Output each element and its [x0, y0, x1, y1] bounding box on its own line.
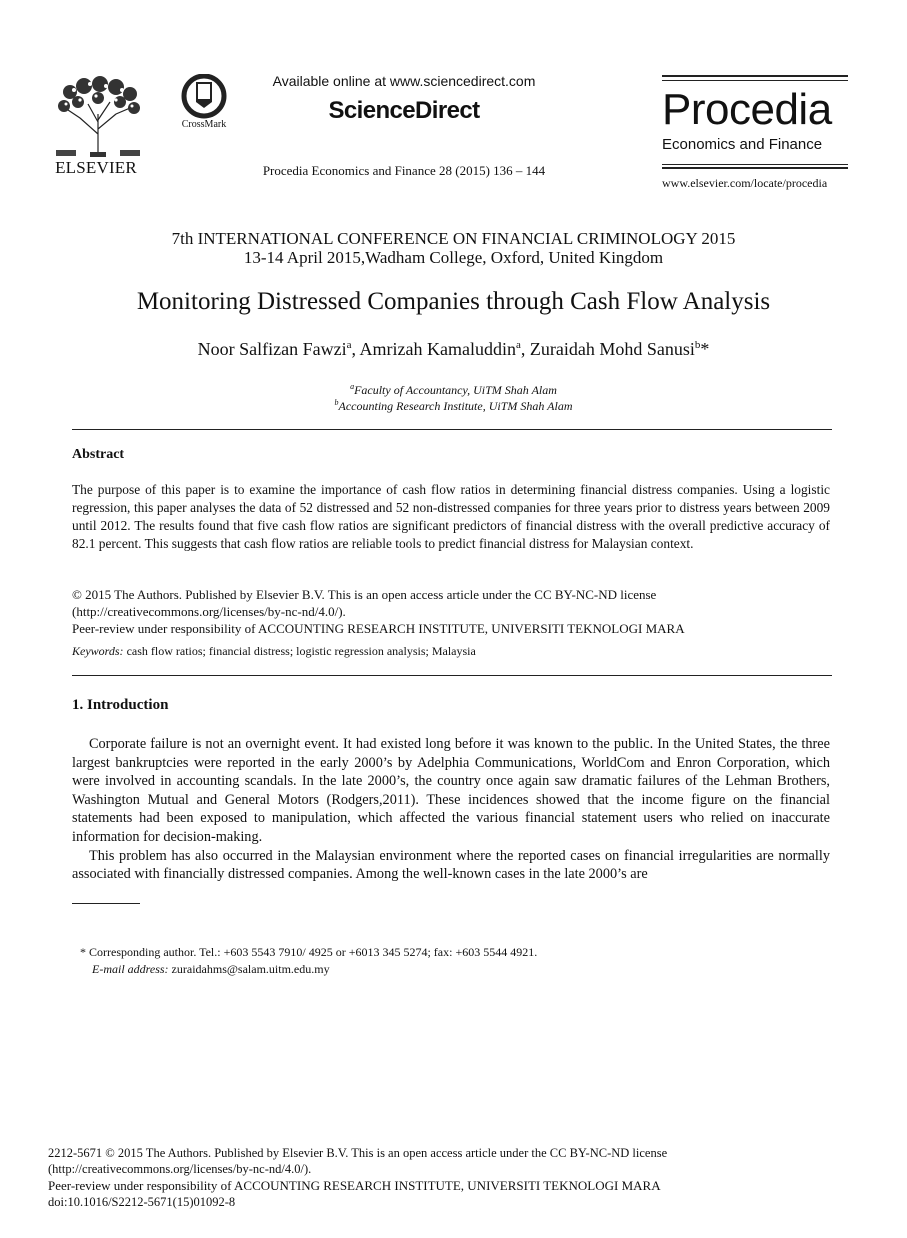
paragraph: This problem has also occurred in the Malaysian environment where the reported cases on financial irregularities are normally associated with financially distressed companies. Among the well-known cases in the late 2000’s are	[72, 847, 830, 883]
keywords	[72, 644, 832, 659]
abstract-heading: Abstract	[72, 447, 125, 462]
conference-date-venue: 13-14 April 2015,Wadham College, Oxford, United Kingdom	[243, 248, 664, 267]
author-name: Noor Salfizan Fawzi	[197, 339, 347, 359]
procedia-subtitle: Economics and Finance	[662, 136, 823, 153]
footer-peer-review: Peer-review under responsibility of ACCOUNTING RESEARCH INSTITUTE, UNIVERSITI TEKNOLOGI MARA	[48, 1178, 661, 1193]
corresponding-author-note: * Corresponding author. Tel.: +603 5543 7910/ 4925 or +6013 345 5274; fax: +603 5544 4921.	[80, 945, 538, 959]
author-name: Zuraidah Mohd Sanusi	[529, 339, 695, 359]
affiliation-text: Faculty of Accountancy, UiTM Shah Alam	[354, 383, 557, 397]
procedia-wordmark: Procedia	[662, 85, 832, 134]
introduction-body	[72, 735, 830, 884]
sciencedirect-wordmark: ScienceDirect	[328, 97, 480, 124]
elsevier-wordmark: ELSEVIER	[55, 158, 137, 177]
author-separator: ,	[351, 339, 360, 359]
procedia-rule	[662, 75, 848, 77]
footer-license-link[interactable]: (http://creativecommons.org/licenses/by-nc-nd/4.0/).	[48, 1162, 312, 1176]
crossmark-label: CrossMark	[181, 119, 227, 130]
section-divider	[72, 675, 832, 676]
procedia-rule	[662, 164, 848, 165]
email-label: E-mail address:	[92, 962, 169, 976]
peer-review-notice: Peer-review under responsibility of ACCOUNTING RESEARCH INSTITUTE, UNIVERSITI TEKNOLOGI MARA	[72, 621, 685, 636]
footer-issn-copyright: 2212-5671 © 2015 The Authors. Published by Elsevier B.V. This is an open access article under the CC BY-NC-ND license	[48, 1146, 668, 1160]
affiliation-mark: a	[350, 382, 355, 391]
footer-doi[interactable]: doi:10.1016/S2212-5671(15)01092-8	[48, 1195, 236, 1209]
paragraph: Corporate failure is not an overnight event. It had existed long before it was known to the public. In the United States, the three largest bankruptcies were reported in the early 2000’s by Adelphia Communications, WorldCom and Enron Corporation, which were involved in accounting scandals. In the late 2000’s, the country once again saw dramatic failures of the Lehman Brothers, Washington Mutual and General Motors (Rodgers,2011). These incidences showed that the income figure on the financial statements had been exposed to manipulation, which affected the various financial statement users who relied on inaccurate information for decision-making.	[72, 736, 830, 845]
procedia-url[interactable]: www.elsevier.com/locate/procedia	[662, 176, 828, 190]
journal-reference: Procedia Economics and Finance 28 (2015) 136 – 144	[262, 163, 546, 178]
author-separator: ,	[520, 339, 530, 359]
section-divider	[72, 429, 832, 430]
procedia-rule	[662, 167, 848, 169]
procedia-rule	[662, 80, 848, 81]
author-name: Amrizah Kamaluddin	[359, 339, 516, 359]
abstract-text: The purpose of this paper is to examine the importance of cash flow ratios in determining financial distress companies. Using a logistic regression, this paper analyses the data of 52 distressed and 52 non-distressed companies for three years prior to distress years between 2009 until 2012. The results found that five cash flow ratios are significant predictors of financial distress with the overall predictive accuracy of 82.1 percent. This suggests that cash flow ratios are reliable tools to predict financial distress for Malaysian context.	[72, 482, 830, 551]
author-affil-mark: a	[346, 339, 352, 351]
footnote-rule	[72, 903, 140, 904]
copyright-notice: © 2015 The Authors. Published by Elsevier B.V. This is an open access article under the CC BY-NC-ND license	[72, 587, 657, 602]
introduction-heading: 1. Introduction	[72, 697, 169, 713]
corresponding-mark: *	[700, 339, 710, 359]
author-affil-mark: a	[515, 339, 521, 351]
affiliation-mark: b	[334, 398, 339, 407]
license-link[interactable]: (http://creativecommons.org/licenses/by-nc-nd/4.0/).	[72, 604, 346, 619]
keywords-list: cash flow ratios; financial distress; logistic regression analysis; Malaysia	[126, 644, 476, 658]
affiliation	[0, 398, 907, 414]
conference-name: 7th INTERNATIONAL CONFERENCE ON FINANCIAL CRIMINOLOGY 2015	[171, 229, 736, 248]
keywords-label: Keywords:	[72, 644, 124, 658]
paper-title: Monitoring Distressed Companies through Cash Flow Analysis	[136, 288, 771, 315]
available-online-text: Available online at www.sciencedirect.com	[272, 73, 536, 89]
email-address[interactable]: zuraidahms@salam.uitm.edu.my	[171, 962, 330, 976]
email-note	[92, 962, 792, 977]
author-affil-mark: b	[694, 339, 701, 351]
affiliation	[0, 382, 907, 398]
author-list	[0, 339, 907, 360]
affiliation-text: Accounting Research Institute, UiTM Shah Alam	[338, 399, 573, 413]
